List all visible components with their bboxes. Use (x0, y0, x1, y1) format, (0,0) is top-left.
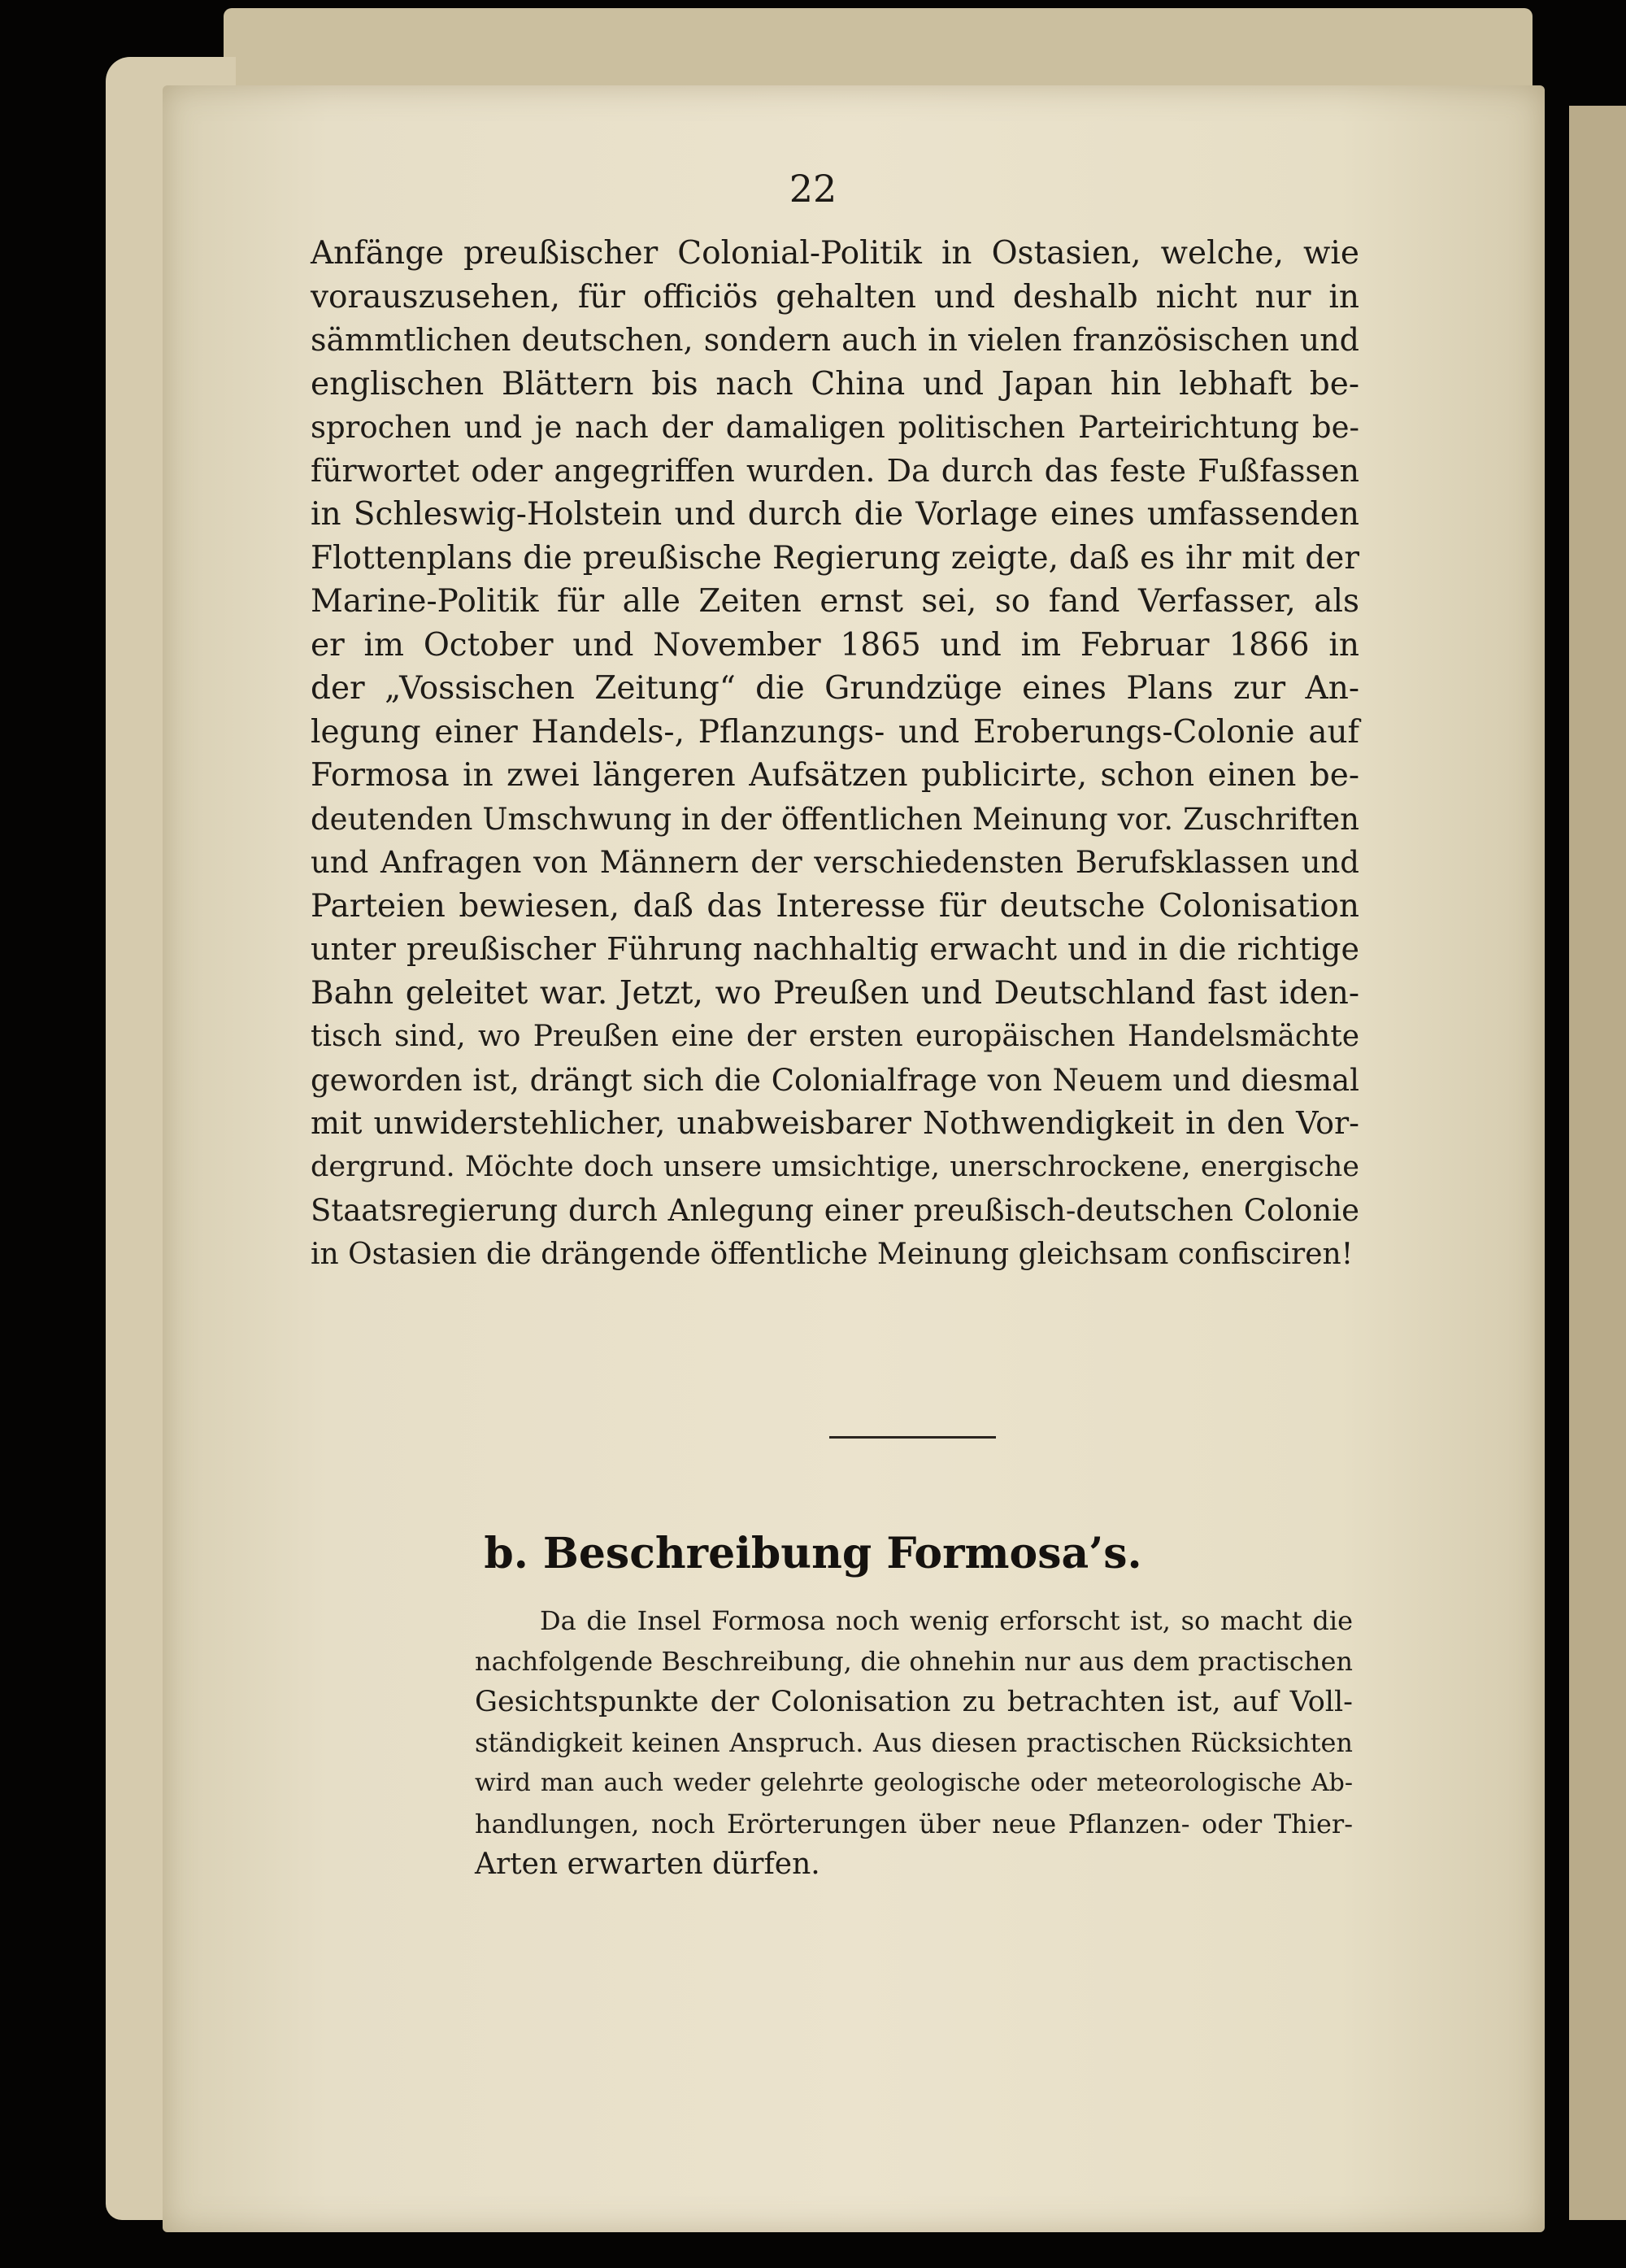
text-line: Formosa in zwei längeren Aufsätzen publicirte, schon einen be- (311, 757, 1359, 794)
text-line: nachfolgende Beschreibung, die ohnehin nur aus dem practischen (475, 1646, 1353, 1677)
text-line: Staatsregierung durch Anlegung einer preußisch-deutschen Colonie (311, 1193, 1359, 1228)
text-line: sprochen und je nach der damaligen politischen Parteirichtung be- (311, 410, 1359, 445)
text-line: wird man auch weder gelehrte geologische oder meteorologische Ab- (475, 1769, 1353, 1797)
text-line: sämmtlichen deutschen, sondern auch in vielen französischen und (311, 322, 1359, 358)
page-number: 22 (789, 167, 837, 211)
text-line: Parteien bewiesen, daß das Interesse für deutsche Colonisation (311, 887, 1359, 925)
section-heading: b. Beschreibung Formosa’s. (484, 1529, 1142, 1578)
text-line: deutenden Umschwung in der öffentlichen Meinung vor. Zuschriften (311, 801, 1359, 837)
text-line: geworden ist, drängt sich die Colonialfrage von Neuem und diesmal (311, 1062, 1359, 1098)
text-line: legung einer Handels-, Pflanzungs- und Eroberungs-Colonie auf (311, 713, 1359, 751)
text-line: dergrund. Möchte doch unsere umsichtige, unerschrockene, energische (311, 1150, 1359, 1183)
text-line: in Schleswig-Holstein und durch die Vorlage eines umfassenden (311, 496, 1359, 533)
text-line: in Ostasien die drängende öffentliche Meinung gleichsam confisciren! (311, 1237, 1354, 1271)
facing-page-edge (1569, 106, 1626, 2220)
text-line: tisch sind, wo Preußen eine der ersten europäischen Handelsmächte (311, 1020, 1359, 1053)
text-line: handlungen, noch Erörterungen über neue Pflanzen- oder Thier- (475, 1809, 1353, 1839)
text-line: fürwortet oder angegriffen wurden. Da durch das feste Fußfassen (311, 452, 1359, 489)
text-line: Bahn geleitet war. Jetzt, wo Preußen und Deutschland fast iden- (311, 974, 1359, 1012)
text-line: Gesichtspunkte der Colonisation zu betrachten ist, auf Voll- (475, 1686, 1353, 1718)
body-paragraph (311, 232, 1359, 1276)
text-line: englischen Blättern bis nach China und Japan hin lebhaft be- (311, 365, 1359, 403)
text-line: der „Vossischen Zeitung“ die Grundzüge eines Plans zur An- (311, 670, 1359, 707)
section-paragraph (475, 1600, 1353, 1885)
text-line: Da die Insel Formosa noch wenig erforscht ist, so macht die (540, 1605, 1353, 1636)
text-line: Flottenplans die preußische Regierung zeigte, daß es ihr mit der (311, 539, 1359, 577)
text-line: unter preußischer Führung nachhaltig erwacht und in die richtige (311, 931, 1359, 967)
section-divider (829, 1436, 996, 1439)
text-line: ständigkeit keinen Anspruch. Aus diesen practischen Rücksichten (475, 1727, 1353, 1758)
text-line: mit unwiderstehlicher, unabweisbarer Nothwendigkeit in den Vor- (311, 1105, 1359, 1141)
text-line: Anfänge preußischer Colonial-Politik in Ostasien, welche, wie (311, 235, 1359, 272)
text-line: und Anfragen von Männern der verschiedensten Berufsklassen und (311, 845, 1359, 880)
text-line: Arten erwarten dürfen. (475, 1848, 820, 1881)
text-line: vorauszusehen, für officiös gehalten und deshalb nicht nur in (311, 278, 1359, 316)
text-line: Marine-Politik für alle Zeiten ernst sei, so fand Verfasser, als (311, 583, 1359, 620)
text-line: er im October und November 1865 und im Februar 1866 in (311, 626, 1359, 664)
